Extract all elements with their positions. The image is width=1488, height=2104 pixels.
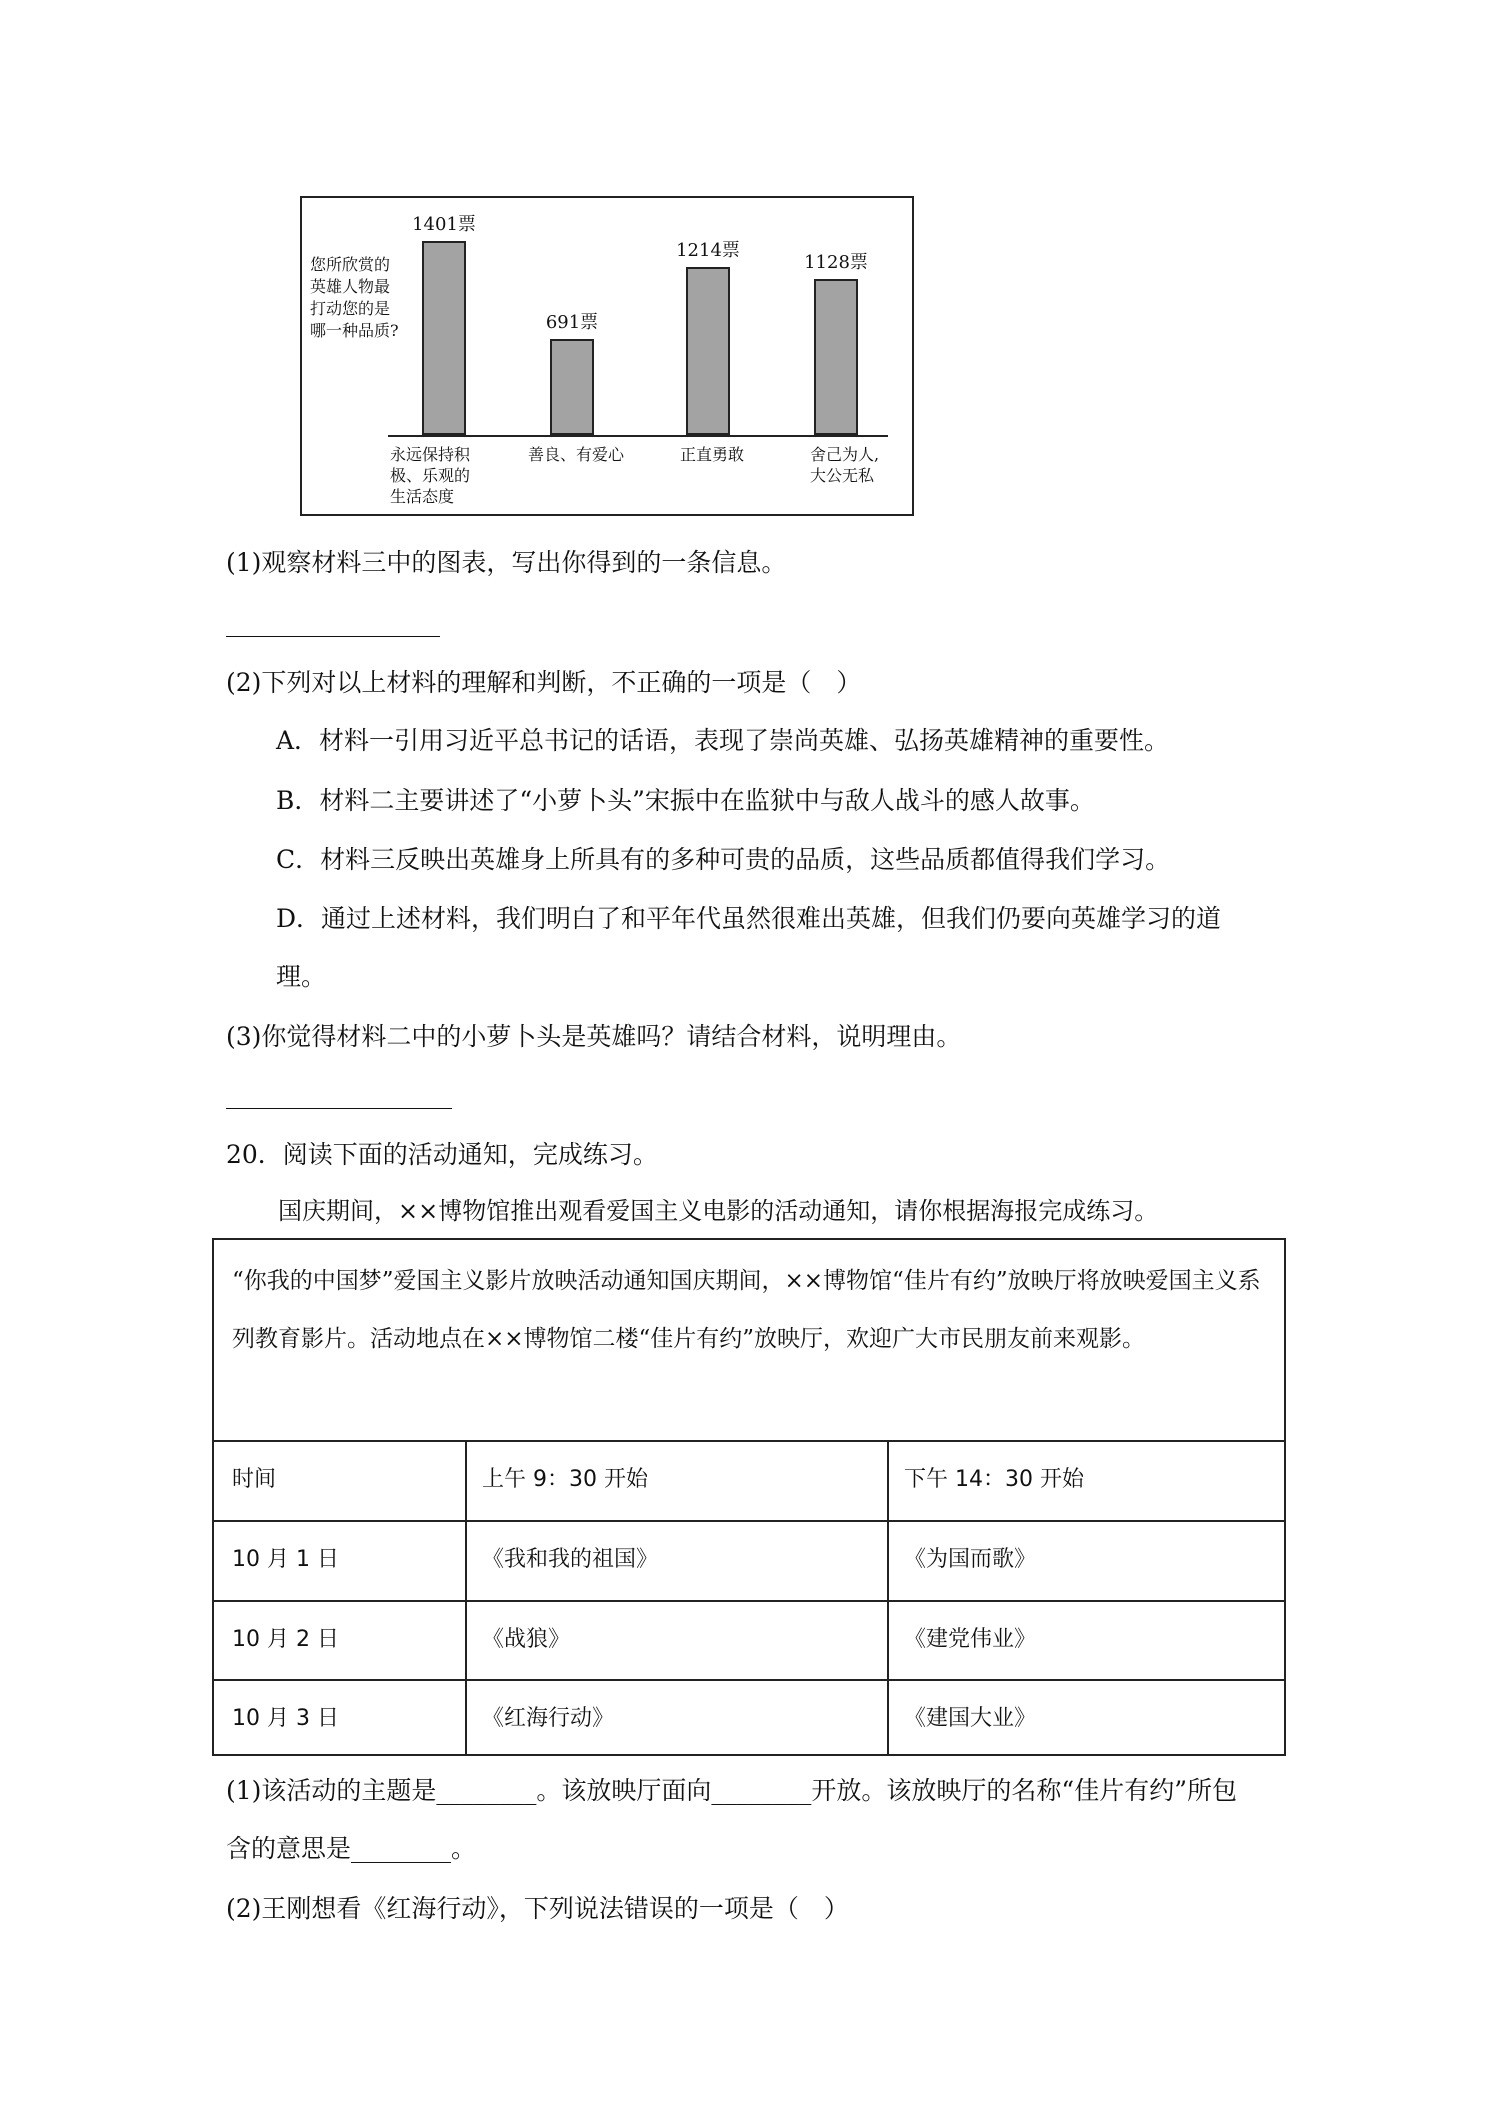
notice-text: “你我的中国梦”爱国主义影片放映活动通知国庆期间，××博物馆“佳片有约”放映厅将放映爱国主义系列教育影片。活动地点在××博物馆二楼“佳片有约”放映厅，欢迎广大市民朋友前来观影。	[232, 1268, 1261, 1352]
bar-chart	[300, 196, 914, 516]
q19-part3: (3)你觉得材料二中的小萝卜头是英雄吗？请结合材料，说明理由。	[226, 1022, 962, 1051]
bar-upright-brave	[686, 267, 730, 435]
activity-notice	[212, 1238, 1286, 1756]
q20-part1-cont: 含的意思是________。	[226, 1834, 477, 1863]
table-cell-date: 10 月 2 日	[232, 1627, 339, 1652]
option-a[interactable]: A．材料一引用习近平总书记的话语，表现了崇尚英雄、弘扬英雄精神的重要性。	[276, 726, 1170, 755]
q20-part1: (1)该活动的主题是________。该放映厅面向________开放。该放映厅的名称“佳片有约”所包	[226, 1776, 1237, 1805]
table-cell-film: 《战狼》	[482, 1627, 571, 1652]
q19-part2: (2)下列对以上材料的理解和判断，不正确的一项是（ ）	[226, 668, 862, 697]
option-d[interactable]: D．通过上述材料，我们明白了和平年代虽然很难出英雄，但我们仍要向英雄学习的道	[276, 904, 1222, 933]
q19-part1: (1)观察材料三中的图表，写出你得到的一条信息。	[226, 548, 787, 577]
table-rule	[214, 1600, 1284, 1602]
table-cell-film: 《红海行动》	[482, 1706, 615, 1731]
table-rule	[214, 1520, 1284, 1522]
bar-kind-loving	[550, 339, 594, 435]
category-label: 舍己为人, 大公无私	[810, 445, 880, 485]
table-rule	[465, 1440, 467, 1754]
bar-positive-attitude	[422, 241, 466, 435]
bar-data-label: 691票	[545, 312, 599, 333]
table-rule	[214, 1440, 1284, 1442]
table-header: 上午 9：30 开始	[482, 1467, 648, 1492]
option-b[interactable]: B．材料二主要讲述了“小萝卜头”宋振中在监狱中与敌人战斗的感人故事。	[276, 786, 1095, 815]
chart-question: 您所欣赏的 英雄人物最 打动您的是 哪一种品质?	[310, 255, 399, 340]
table-rule	[887, 1440, 889, 1754]
answer-line[interactable]	[226, 1108, 452, 1109]
table-cell-film: 《为国而歌》	[904, 1547, 1037, 1572]
option-d-cont: 理。	[276, 962, 327, 991]
table-header: 下午 14：30 开始	[904, 1467, 1084, 1492]
table-cell-film: 《我和我的祖国》	[482, 1547, 659, 1572]
table-rule	[214, 1679, 1284, 1681]
bar-data-label: 1401票	[412, 214, 476, 235]
option-c[interactable]: C．材料三反映出英雄身上所具有的多种可贵的品质，这些品质都值得我们学习。	[276, 845, 1171, 874]
bar-data-label: 1128票	[804, 252, 868, 273]
q20-intro: 国庆期间，××博物馆推出观看爱国主义电影的活动通知，请你根据海报完成练习。	[278, 1197, 1159, 1225]
table-cell-film: 《建党伟业》	[904, 1627, 1037, 1652]
x-axis	[388, 435, 888, 437]
answer-line[interactable]	[226, 636, 440, 637]
q20-title: 20．阅读下面的活动通知，完成练习。	[226, 1140, 658, 1169]
category-label: 正直勇敢	[680, 445, 745, 464]
category-label: 善良、有爱心	[528, 445, 625, 464]
bar-selfless	[814, 279, 858, 435]
table-cell-date: 10 月 3 日	[232, 1706, 339, 1731]
table-cell-date: 10 月 1 日	[232, 1547, 339, 1572]
bar-data-label: 1214票	[676, 240, 740, 261]
category-label: 永远保持积 极、乐观的 生活态度	[390, 445, 471, 506]
q20-part2: (2)王刚想看《红海行动》，下列说法错误的一项是（ ）	[226, 1894, 849, 1923]
table-cell-film: 《建国大业》	[904, 1706, 1037, 1731]
table-header: 时间	[232, 1467, 277, 1492]
